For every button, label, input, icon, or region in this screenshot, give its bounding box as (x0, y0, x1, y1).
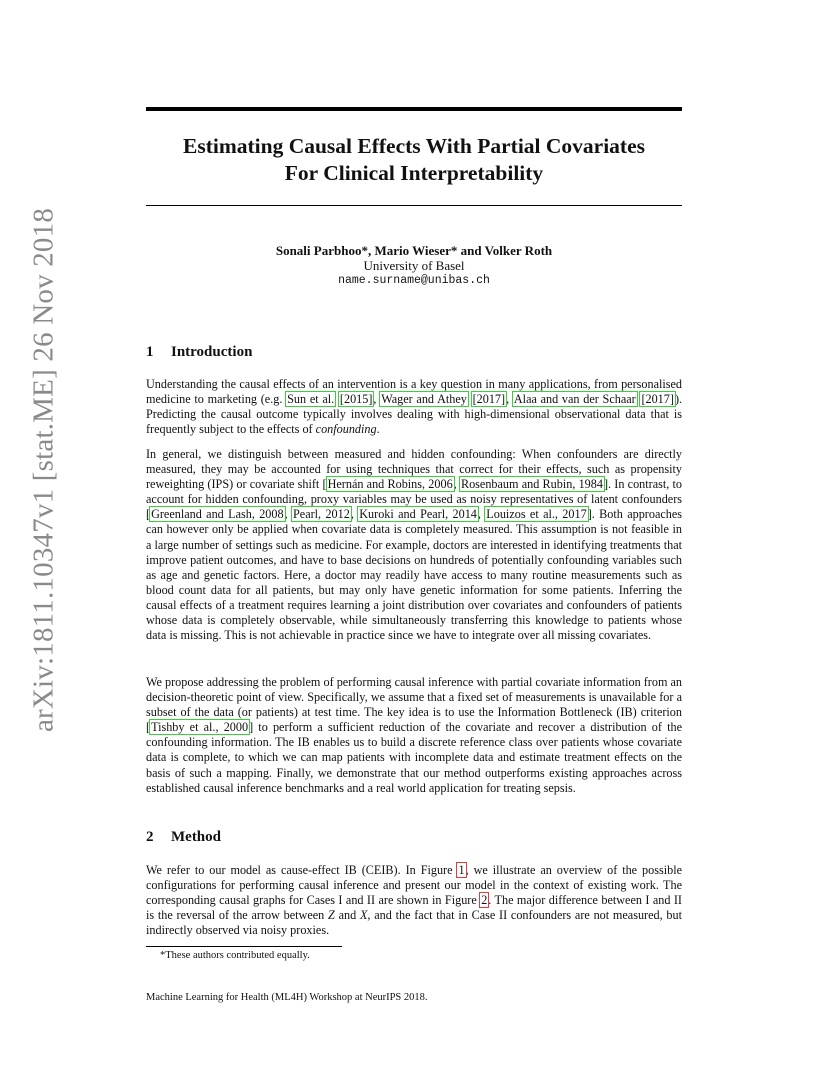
emphasis: X (359, 908, 368, 923)
paragraph-intro-2: In general, we distinguish between measured and hidden confounding: When confounders are directly measured, they may be accounted for using techniques that correct for their effects, such as propensity reweighting (IPS) or covariate shift [Hernán and Robins, 2006, Rosenbaum and Rubin, 1984]. In contrast, to account for hidden confounding, proxy variables may be used as noisy representatives of latent confounders [Greenland and Lash, 2008, Pearl, 2012, Kuroki and Pearl, 2014, Louizos et al., 2017]. Both approaches can however only be applied when covariate data is completely measured. This assumption is not feasible in a large number of settings such as medicine. For example, doctors are interested in identifying treatments that improve patient outcomes, and have to base decisions on hundreds of potentially confounding variables such as age and genetic factors. Here, a doctor may readily have access to many routine measurements such as blood count data for all patients, but may only have genetic information for some patients. Inferring the causal effects of a treatment requires learning a joint distribution over covariates and confounders of patients whose data is completely observable, while simultaneously transferring this knowledge to patients whose data is missing. This is not achievable in practice since we have to integrate over all missing covariates. (146, 447, 683, 643)
title-line-1: Estimating Causal Effects With Partial Covariates (182, 134, 646, 158)
citation-link[interactable]: [2017] (472, 392, 506, 407)
paper-title (146, 133, 682, 187)
paragraph-intro-3: We propose addressing the problem of performing causal inference with partial covariate information from an decision-theoretic point of view. Specifically, we assume that a fixed set of measurements is unavailable for a subset of the data (or patients) at test time. The key idea is to use the Information Bottleneck (IB) criterion [Tishby et al., 2000] to perform a sufficient reduction of the covariate and recover a distribution of the confounding information. The IB enables us to build a discrete reference class over patients whose covariate data is complete, to which we can map patients with incomplete data and estimate treatment effects on the basis of such a mapping. Finally, we demonstrate that our method outperforms existing approaches across established causal inference benchmarks and a real world application for treating sepsis. (146, 675, 682, 795)
section-number: 1 (146, 344, 154, 360)
venue-footer: Machine Learning for Health (ML4H) Workshop at NeurIPS 2018. (146, 992, 428, 1003)
figure-ref-link[interactable]: 2 (481, 893, 488, 908)
emphasis: confounding (315, 422, 377, 437)
paragraph-intro-1: Understanding the causal effects of an intervention is a key question in many applications, from personalised medicine to marketing (e.g. Sun et al. [2015], Wager and Athey [2017], Alaa and van der Schaar [2017]). Predicting the causal outcome typically involves dealing with high-dimensional observational data that is frequently subject to the effects of confounding. (146, 377, 683, 437)
title-line-2: For Clinical Interpretability (284, 161, 544, 185)
figure-ref-link[interactable]: 1 (458, 863, 465, 877)
citation-link[interactable]: Pearl, 2012 (293, 507, 350, 522)
citation-link[interactable]: Greenland and Lash, 2008 (151, 507, 284, 522)
title-bottom-rule (146, 205, 682, 206)
title-top-rule (146, 107, 682, 111)
section-heading-method (146, 829, 221, 846)
citation-link[interactable]: Hernán and Robins, 2006 (327, 477, 453, 492)
section-title: Introduction (171, 344, 253, 360)
author-names: Sonali Parbhoo*, Mario Wieser* and Volker Roth (275, 243, 553, 258)
citation-link[interactable]: Tishby et al., 2000 (151, 720, 249, 735)
emphasis: Z (328, 908, 335, 923)
affiliation: University of Basel (363, 258, 465, 273)
email: name.surname@unibas.ch (338, 274, 490, 287)
citation-link[interactable]: Sun et al. (287, 392, 335, 407)
section-number: 2 (146, 829, 154, 845)
section-title: Method (171, 829, 221, 845)
citation-link[interactable]: [2015] (339, 392, 373, 407)
footnote-rule (146, 946, 342, 947)
citation-link[interactable]: Louizos et al., 2017 (486, 507, 587, 522)
footnote: *These authors contributed equally. (160, 950, 310, 961)
citation-link[interactable]: Rosenbaum and Rubin, 1984 (460, 477, 603, 492)
citation-link[interactable]: Wager and Athey (381, 392, 467, 407)
paragraph-method-1: We refer to our model as cause-effect IB (CEIB). In Figure 1, we illustrate an overview of the possible configurations for performing causal inference and present our model in the context of existing work. The corresponding causal graphs for Cases I and II are shown in Figure 2. The major difference between I and II is the reversal of the arrow between Z and X, and the fact that in Case II confounders are not measured, but indirectly observed via noisy proxies. (146, 863, 682, 938)
section-heading-introduction (146, 344, 252, 361)
arxiv-stamp: arXiv:1811.10347v1 [stat.ME] 26 Nov 2018 (27, 207, 60, 733)
author-block (146, 243, 682, 288)
citation-link[interactable]: [2017] (641, 392, 674, 407)
citation-link[interactable]: Kuroki and Pearl, 2014 (359, 507, 477, 522)
citation-link[interactable]: Alaa and van der Schaar (513, 392, 636, 407)
